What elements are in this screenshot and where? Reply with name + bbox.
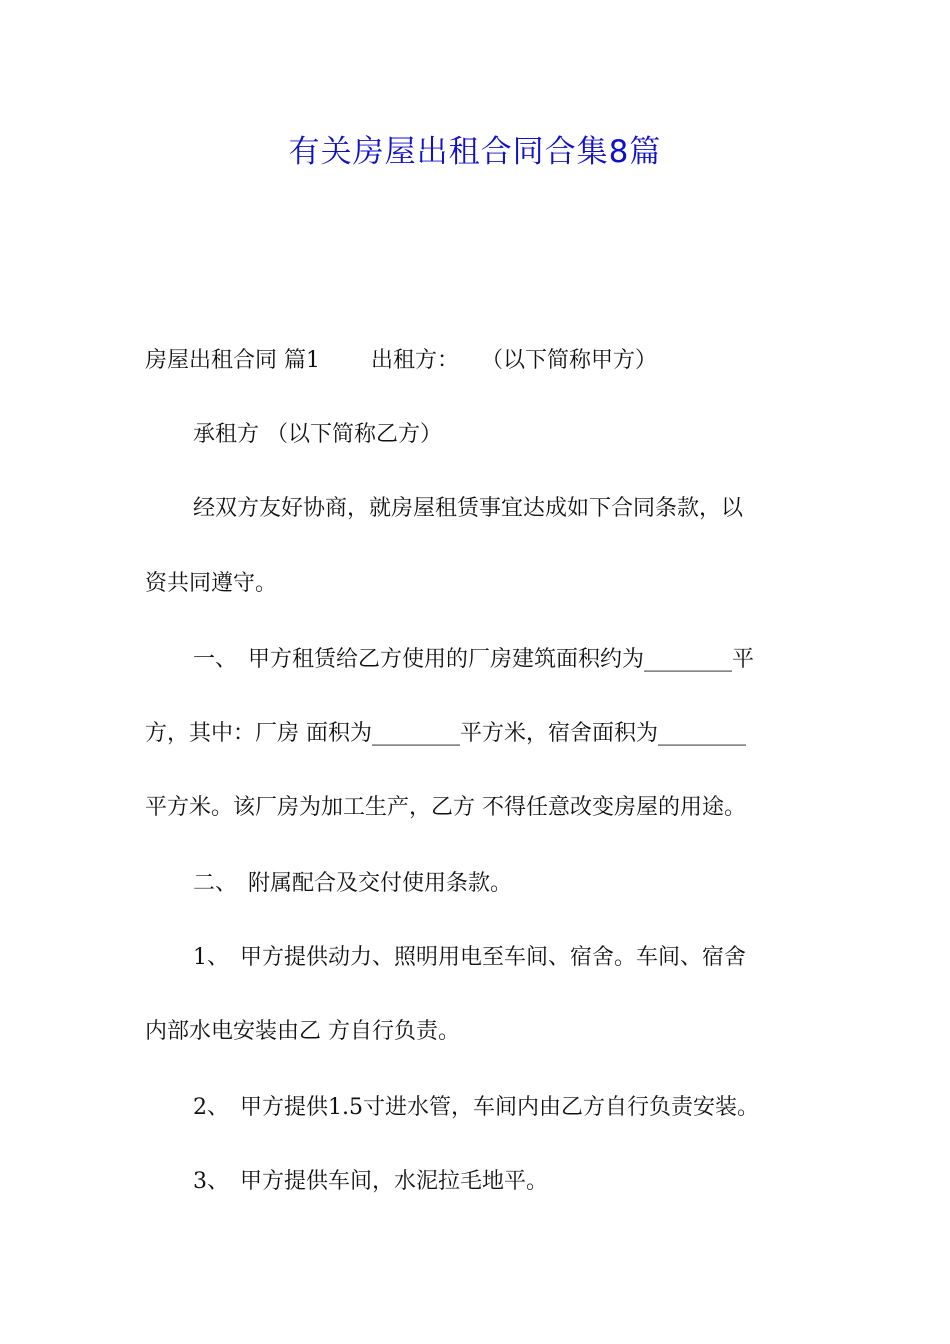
paragraph-line: 二、 附属配合及交付使用条款。 [193,871,513,896]
paragraph-line: 3、 甲方提供车间，水泥拉毛地平。 [193,1169,548,1194]
paragraph-line: 1、 甲方提供动力、照明用电至车间、宿舍。车间、宿舍 [193,945,746,970]
paragraph-line: 方，其中：厂房 面积为________平方米，宿舍面积为________ [145,721,746,746]
paragraph-line: 经双方友好协商，就房屋租赁事宜达成如下合同条款，以 [193,496,744,521]
paragraph-line: 内部水电安装由乙 方自行负责。 [145,1019,460,1044]
paragraph-line: 平方米。该厂房为加工生产，乙方 不得任意改变房屋的用途。 [145,795,746,820]
paragraph-line: 2、 甲方提供1.5寸进水管，车间内由乙方自行负责安装。 [193,1095,759,1120]
document-title: 有关房屋出租合同合集8篇 [288,134,662,170]
paragraph-line: 房屋出租合同 篇1 出租方： （以下简称甲方） [145,348,657,373]
paragraph-line: 资共同遵守。 [145,571,278,596]
paragraph-line: 一、 甲方租赁给乙方使用的厂房建筑面积约为________平 [193,647,755,672]
paragraph-line: 承租方 （以下简称乙方） [193,422,442,447]
